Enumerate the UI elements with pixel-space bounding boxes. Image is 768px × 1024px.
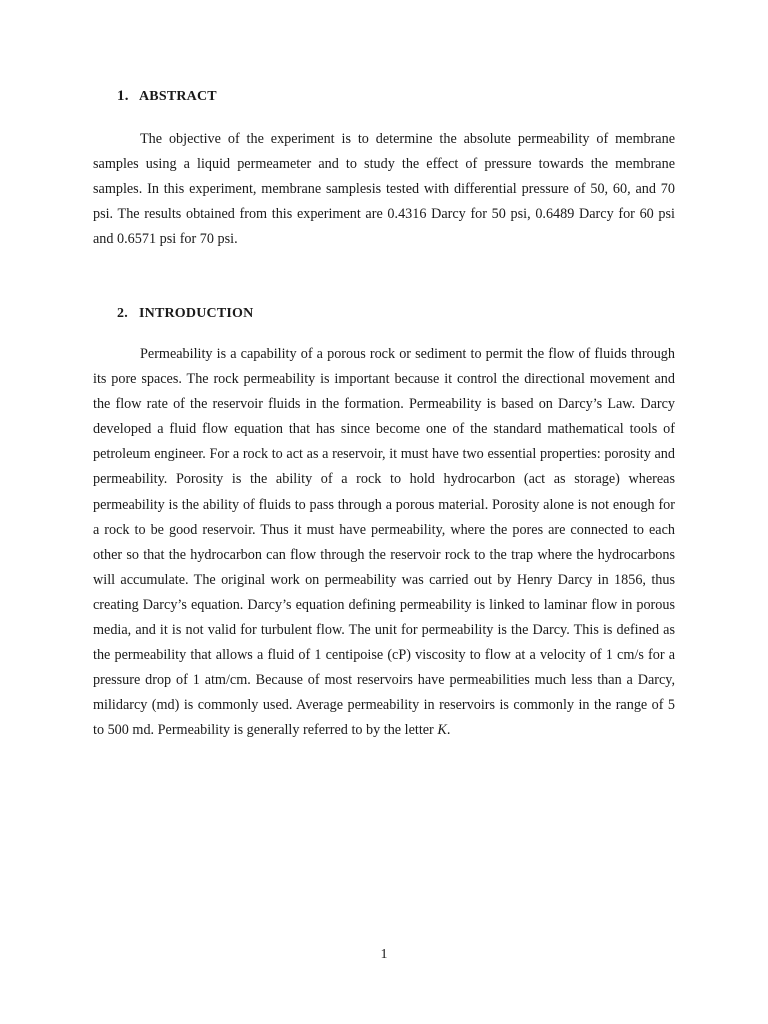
section-number: 2. xyxy=(117,306,128,321)
introduction-text: Permeability is a capability of a porous rock or sediment to permit the flow of fluids through its pore spaces. The rock permeability is important because it control the directional movement and the flow rate of the reservoir fluids in the formation. Permeability is based on Darcy’s Law. Darcy developed a fluid flow equation that has since become one of the standard mathematical tools of petroleum engineer. For a rock to act as a reservoir, it must have two essential properties: porosity and permeability. Porosity is the ability of a rock to hold hydrocarbon (act as storage) whereas permeability is the ability of fluids to pass through a porous material. Porosity alone is not enough for a rock to be good reservoir. Thus it must have permeability, where the pores are connected to each other so that the hydrocarbon can flow through the reservoir rock to the trap where the hydrocarbons will accumulate. The original work on permeability was carried out by Henry Darcy in 1856, thus creating Darcy’s equation. Darcy’s equation defining permeability is linked to laminar flow in porous media, and it is not valid for turbulent flow. The unit for permeability is the Darcy. This is defined as the permeability that allows a fluid of 1 centipoise (cP) viscosity to flow at a velocity of 1 cm/s for a pressure drop of 1 atm/cm. Because of most reservoirs have permeabilities much less than a Darcy, milidarcy (md) is commonly used. Average permeability in reservoirs is commonly in the range of 5 to 500 md. Permeability is generally referred to by the letter xyxy=(93,346,675,739)
section-number: 1. xyxy=(117,88,129,104)
page-number: 1 xyxy=(380,947,388,962)
section-title: ABSTRACT xyxy=(139,89,217,104)
section-heading-abstract xyxy=(117,88,217,105)
abstract-paragraph: The objective of the experiment is to determine the absolute permeability of membrane samples using a liquid permeameter and to study the effect of pressure towards the membrane samples. In this experiment, membrane samplesis tested with differential pressure of 50, 60, and 70 psi. The results obtained from this experiment are 0.4316 Darcy for 50 psi, 0.6489 Darcy for 60 psi and 0.6571 psi for 70 psi. xyxy=(93,131,675,248)
section-title: INTRODUCTION xyxy=(139,306,254,321)
section-heading-introduction xyxy=(117,306,253,322)
permeability-symbol: K xyxy=(437,722,447,739)
introduction-paragraph xyxy=(93,342,675,744)
introduction-end-punctuation: . xyxy=(446,722,451,739)
